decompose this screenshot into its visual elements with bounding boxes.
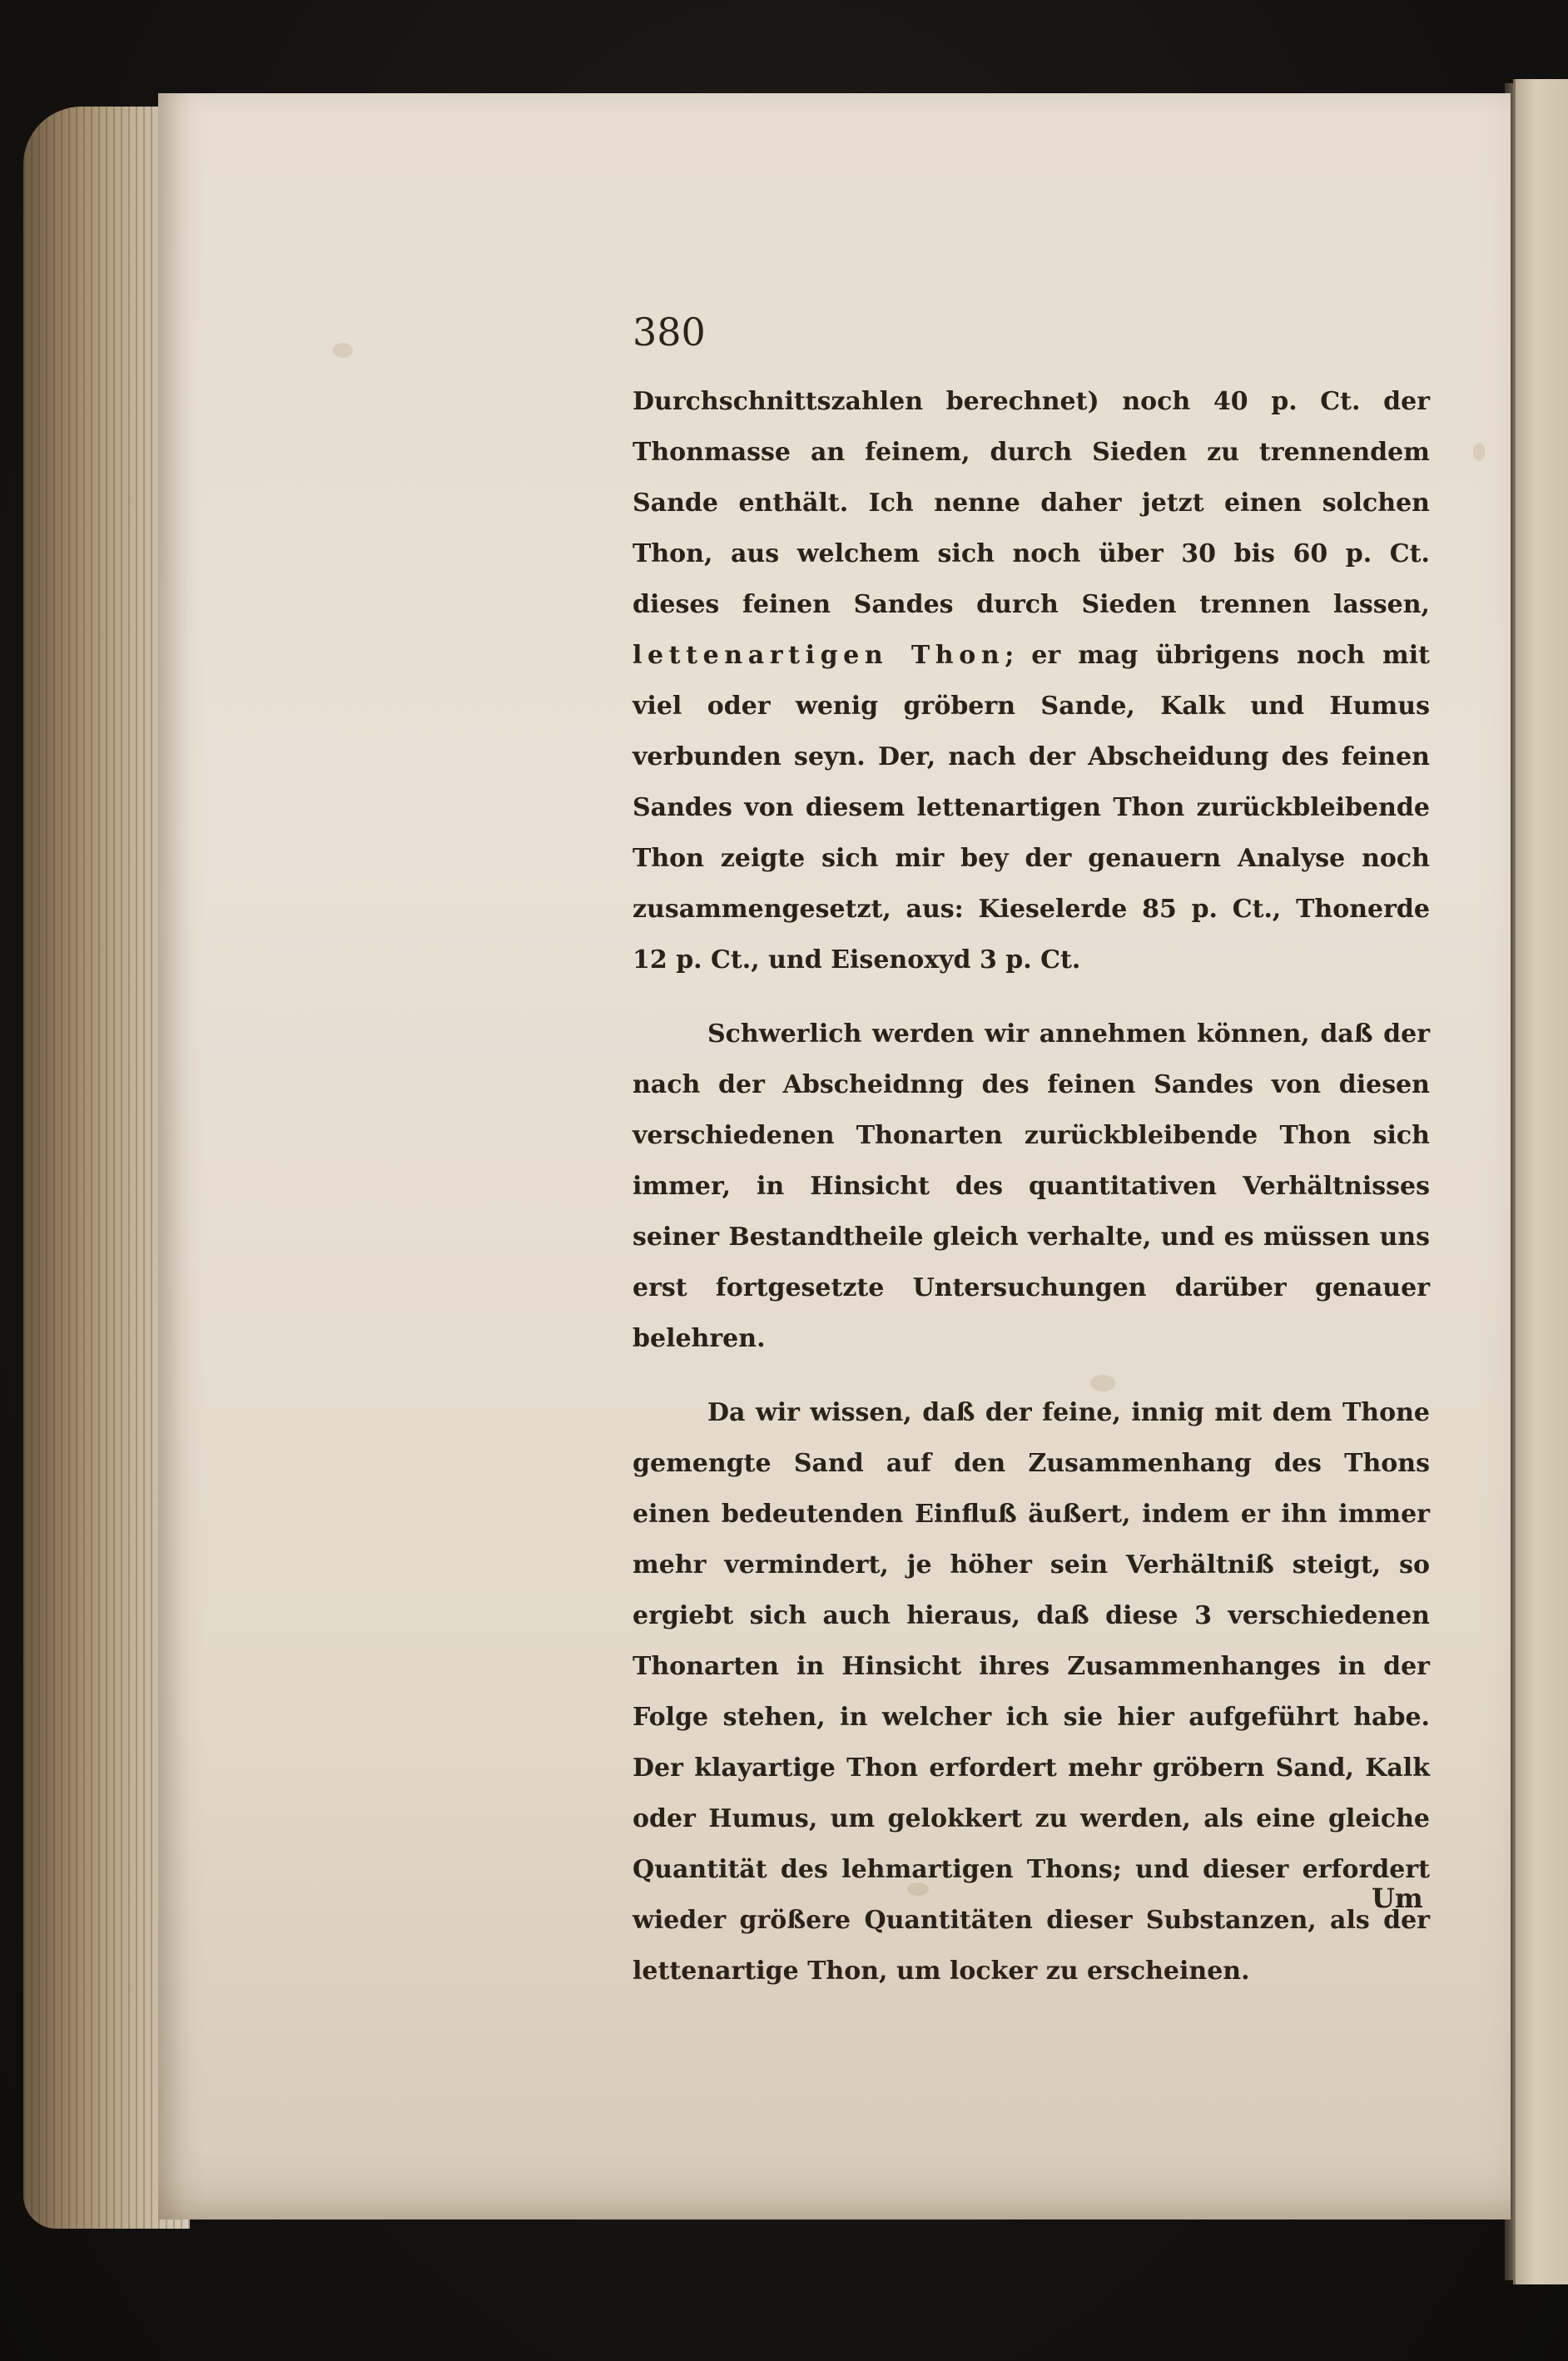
spaced-term: lettenartigen Thon <box>633 641 1005 670</box>
foxing-spot <box>333 343 353 358</box>
paragraph-1-text: Durchschnittszahlen berechnet) noch 40 p. Ct. der Thonmasse an feinem, durch Sieden zu trennendem Sande enthält. Ich nenne daher jetzt einen solchen Thon, aus welchem sich noch über 30 bis 60 p. Ct. dieses feinen Sandes durch Sieden trennen lassen, <box>633 387 1430 619</box>
catchword: Um <box>1372 1882 1423 1914</box>
foxing-spot <box>1473 443 1485 461</box>
facing-page-edge <box>1513 79 1568 2284</box>
paragraph-1-text-cont: ; er mag übrigens noch mit viel oder wenig gröbern Sande, Kalk und Humus verbunden seyn. Der, nach der Abscheidung des feinen Sandes von diesem lettenartigen Thon zurückbleibende Thon zeigte sich mir bey der genauern Analyse noch zusammengesetzt, aus: Kieselerde 85 p. Ct., Thonerde 12 p. Ct., und Eisenoxyd 3 p. Ct. <box>633 641 1431 975</box>
body-text <box>633 376 1430 1996</box>
paragraph-2 <box>633 1009 1430 1364</box>
page-number: 380 <box>633 310 706 355</box>
paragraph-3 <box>633 1387 1430 1996</box>
paragraph-2-text: Schwerlich werden wir annehmen können, daß der nach der Abscheidnng des feinen Sandes von diesen verschiedenen Thonarten zurückbleibende Thon sich immer, in Hinsicht des quantitativen Verhältnisses seiner Bestandtheile gleich verhalte, und es müssen uns erst fortgesetzte Untersuchungen darüber genauer belehren. <box>633 1019 1430 1353</box>
paragraph-1 <box>633 376 1430 985</box>
paragraph-3-text: Da wir wissen, daß der feine, innig mit dem Thone gemengte Sand auf den Zusammenhang des Thons einen bedeutenden Einfluß äußert, indem er ihn immer mehr vermindert, je höher sein Verhältniß steigt, so ergiebt sich auch hieraus, daß diese 3 verschiedenen Thonarten in Hinsicht ihres Zusammenhanges in der Folge stehen, in welcher ich sie hier aufgeführt habe. Der klayartige Thon erfordert mehr gröbern Sand, Kalk oder Humus, um gelokkert zu werden, als eine gleiche Quantität des lehmartigen Thons; und dieser erfordert wieder größere Quantitäten dieser Substanzen, als der lettenartige Thon, um locker zu erscheinen. <box>633 1398 1430 1986</box>
